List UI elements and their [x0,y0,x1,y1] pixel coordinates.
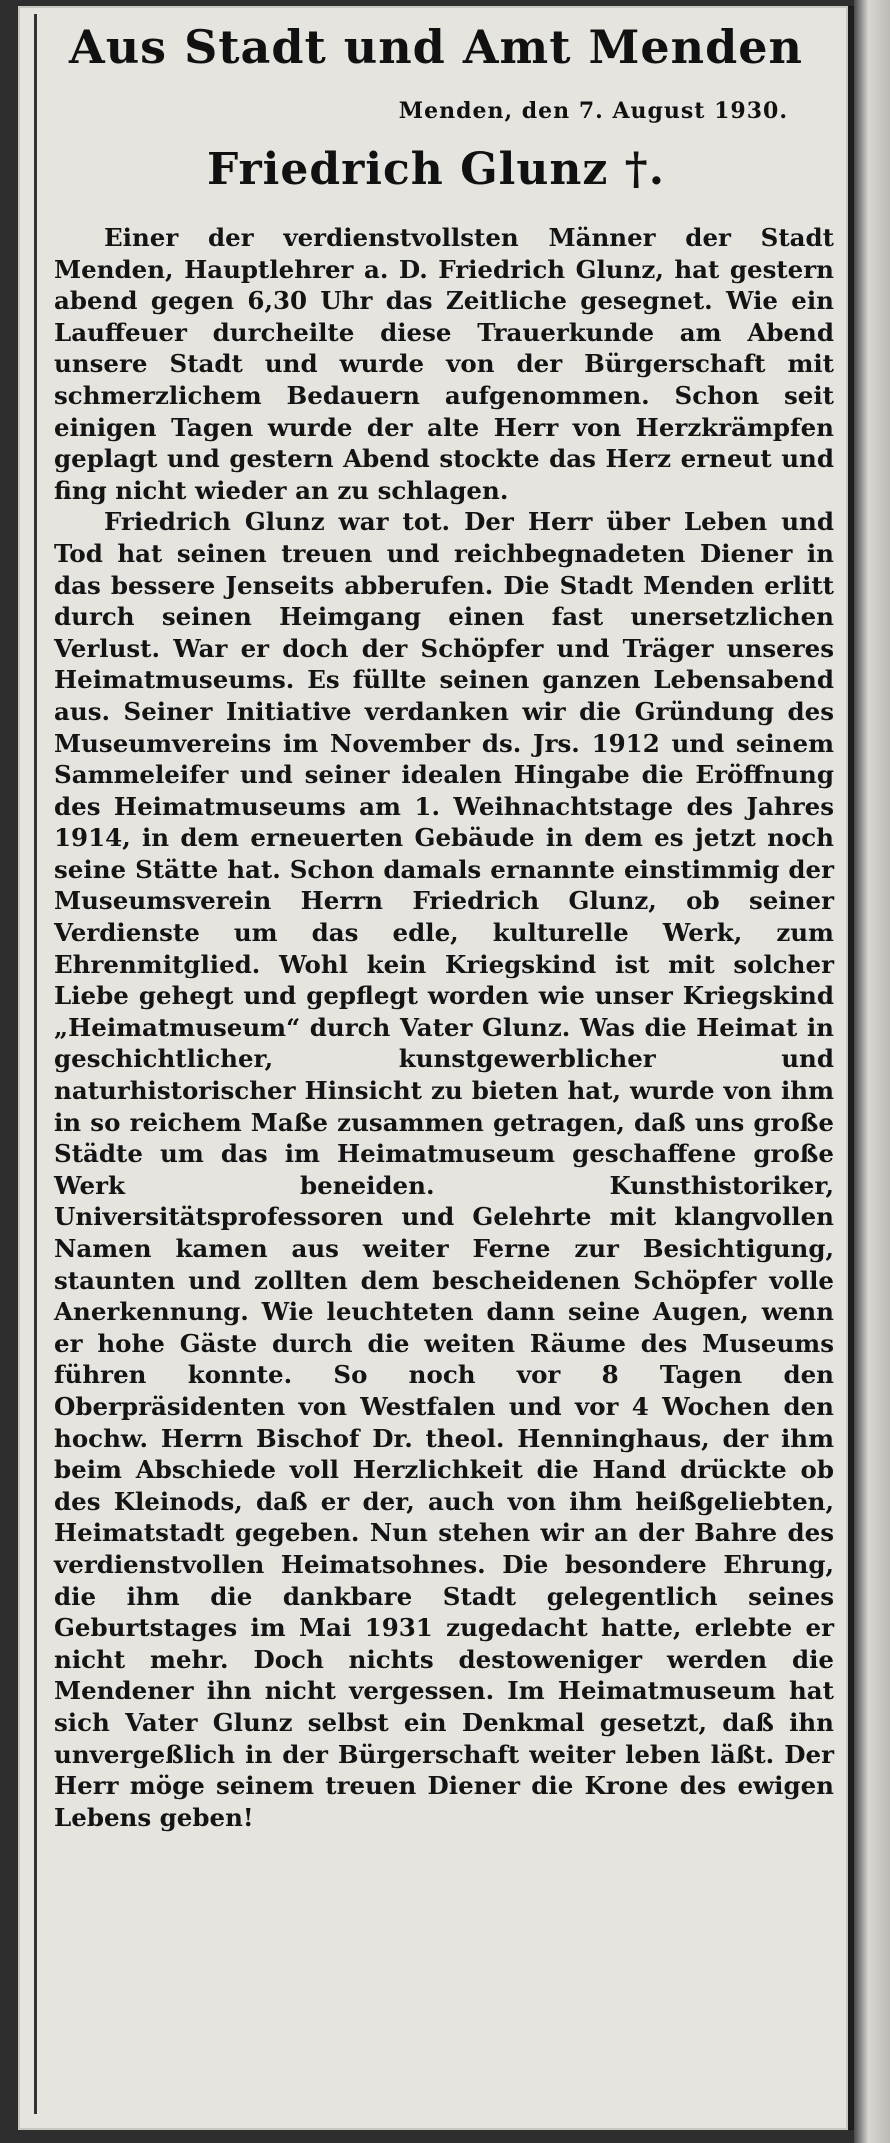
section-header: Aus Stadt und Amt Menden [69,20,803,74]
left-rule [34,14,37,2114]
article-title: Friedrich Glunz †. [206,144,666,195]
dateline: Menden, den 7. August 1930. [398,98,788,124]
page-edge [854,0,890,2143]
article-paragraph-2: Friedrich Glunz war tot. Der Herr über Leben und Tod hat seinen treuen und reichbegnadeten Diener in das bessere Jenseits abberufen. Die Stadt Menden erlitt durch seinen Heimgang einen fast unersetzlichen Verlust. War er doch der Schöpfer und Träger unseres Heimatmuseums. Es füllte seinen ganzen Lebensabend aus. Seiner Initiative verdanken wir die Gründung des Museumvereins im November ds. Jrs. 1912 und seinem Sammeleifer und seiner idealen Hingabe die Eröffnung des Heimatmuseums am 1. Weihnachtstage des Jahres 1914, in dem erneuerten Gebäude in dem es jetzt noch seine Stätte hat. Schon damals ernannte einstimmig der Museumsverein Herrn Friedrich Glunz, ob seiner Verdienste um das edle, kulturelle Werk, zum Ehrenmitglied. Wohl kein Kriegskind ist mit solcher Liebe gehegt und gepflegt worden wie unser Kriegskind „Heimatmuseum“ durch Vater Glunz. Was die Heimat in geschichtlicher, kunstgewerblicher und naturhistorischer Hinsicht zu bieten hat, wurde von ihm in so reichem Maße zusammen getragen, daß uns große Städte um das im Heimatmuseum geschaffene große Werk beneiden. Kunsthistoriker, Universitätsprofessoren und Gelehrte mit klangvollen Namen kamen aus weiter Ferne zur Besichtigung, staunten und zollten dem bescheidenen Schöpfer volle Anerkennung. Wie leuchteten dann seine Augen, wenn er hohe Gäste durch die weiten Räume des Museums führen konnte. So noch vor 8 Tagen den Oberpräsidenten von Westfalen und vor 4 Wochen den hochw. Herrn Bischof Dr. theol. Henninghaus, der ihm beim Abschiede voll Herzlichkeit die Hand drückte ob des Kleinods, daß er der, auch von ihm heißgeliebten, Heimatstadt gegeben. Nun stehen wir an der Bahre des verdienstvollen Heimatsohnes. Die besondere Ehrung, die ihm die dankbare Stadt gelegentlich seines Geburtstages im Mai 1931 zugedacht hatte, erlebte er nicht mehr. Doch nichts destoweniger werden die Mendener ihn nicht vergessen. Im Heimatmuseum hat sich Vater Glunz selbst ein Denkmal gesetzt, daß ihn unvergeßlich in der Bürgerschaft weiter leben läßt. Der Herr möge seinem treuen Diener die Krone des ewigen Lebens geben! [54,507,834,1832]
newspaper-clipping [18,6,854,2130]
article-body [54,222,834,1833]
article-paragraph-1: Einer der verdienstvollsten Männer der Stadt Menden, Hauptlehrer a. D. Friedrich Glunz, hat gestern abend gegen 6,30 Uhr das Zeitliche gesegnet. Wie ein Lauffeuer durcheilte diese Trauerkunde am Abend unsere Stadt und wurde von der Bürgerschaft mit schmerzlichem Bedauern aufgenommen. Schon seit einigen Tagen wurde der alte Herr von Herzkrämpfen geplagt und gestern Abend stockte das Herz erneut und fing nicht wieder an zu schlagen. [54,223,834,505]
